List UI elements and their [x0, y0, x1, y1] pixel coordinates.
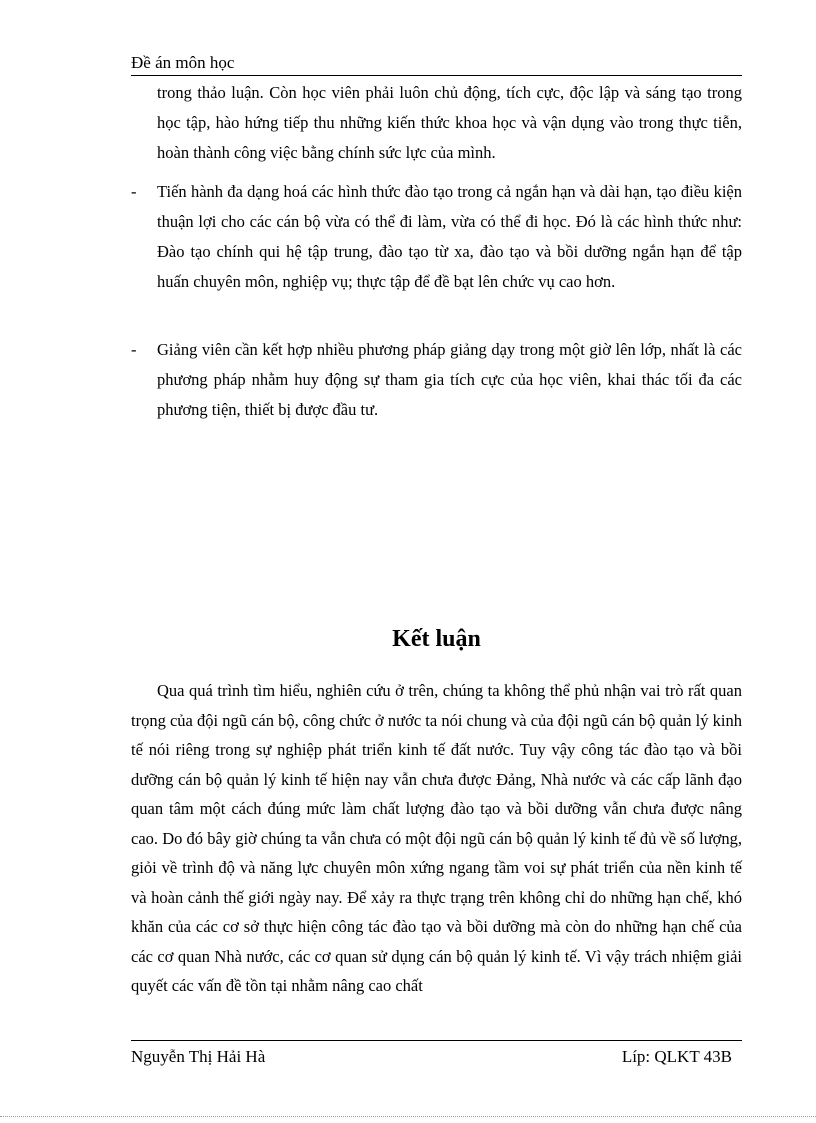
bullet-text: Giảng viên cần kết hợp nhiều phương pháp giảng dạy trong một giờ lên lớp, nhất là các phương pháp nhằm huy động sự tham gia tích cực của học viên, khai thác tối đa các phương tiện, thiết bị được đầu tư. [157, 340, 742, 419]
bullet-item [131, 177, 742, 297]
page-footer [131, 1040, 742, 1067]
section-title: Kết luận [392, 626, 481, 652]
continuation-paragraph: trong thảo luận. Còn học viên phải luôn chủ động, tích cực, độc lập và sáng tạo trong học tập, hào hứng tiếp thu những kiến thức khoa học và vận dụng vào trong thực tiễn, hoàn thành công việc bằng chính sức lực của mình. [157, 83, 742, 162]
bullet-marker: - [131, 340, 137, 359]
header-title: Đề án môn học [131, 53, 235, 72]
bullet-item [131, 335, 742, 425]
bullet-marker: - [131, 182, 137, 201]
footer-class: Líp: QLKT 43B [621, 1047, 732, 1066]
bullet-text: Tiến hành đa dạng hoá các hình thức đào tạo trong cả ngắn hạn và dài hạn, tạo điều kiện thuận lợi cho các cán bộ vừa có thể đi làm, vừa có thể đi học. Đó là các hình thức như: Đào tạo chính qui hệ tập trung, đào tạo từ xa, đào tạo và bồi dưỡng ngắn hạn để tập huấn chuyên môn, nghiệp vụ; thực tập để đề bạt lên chức vụ cao hơn. [157, 182, 742, 291]
page-header [131, 53, 742, 76]
page-divider [0, 1116, 816, 1117]
conclusion-paragraph: Qua quá trình tìm hiểu, nghiên cứu ở trên, chúng ta không thể phủ nhận vai trò rất quan trọng của đội ngũ cán bộ, công chức ở nước ta nói chung và của đội ngũ cán bộ quản lý kinh tế nói riêng trong sự nghiệp phát triển kinh tế đất nước. Tuy vậy công tác đào tạo và bồi dưỡng cán bộ quản lý kinh tế hiện nay vẫn chưa được Đảng, Nhà nước và các cấp lãnh đạo quan tâm một cách đúng mức làm chất lượng đào tạo và bồi dưỡng vẫn chưa được nâng cao. Do đó bây giờ chúng ta vẫn chưa có một đội ngũ cán bộ quản lý kinh tế đủ về số lượng, giỏi về trình độ và năng lực chuyên môn xứng ngang tầm voi sự phát triển của nền kinh tế và hoàn cảnh thế giới ngày nay. Để xảy ra thực trạng trên không chỉ do những hạn chế, khó khăn của các cơ sở thực hiện công tác đào tạo và bồi dưỡng mà còn do những hạn chế của các cơ quan Nhà nước, các cơ quan sử dụng cán bộ quản lý kinh tế. Vì vậy trách nhiệm giải quyết các vấn đề tồn tại nhằm nâng cao chất [131, 681, 742, 995]
footer-author: Nguyễn Thị Hải Hà [131, 1047, 266, 1066]
